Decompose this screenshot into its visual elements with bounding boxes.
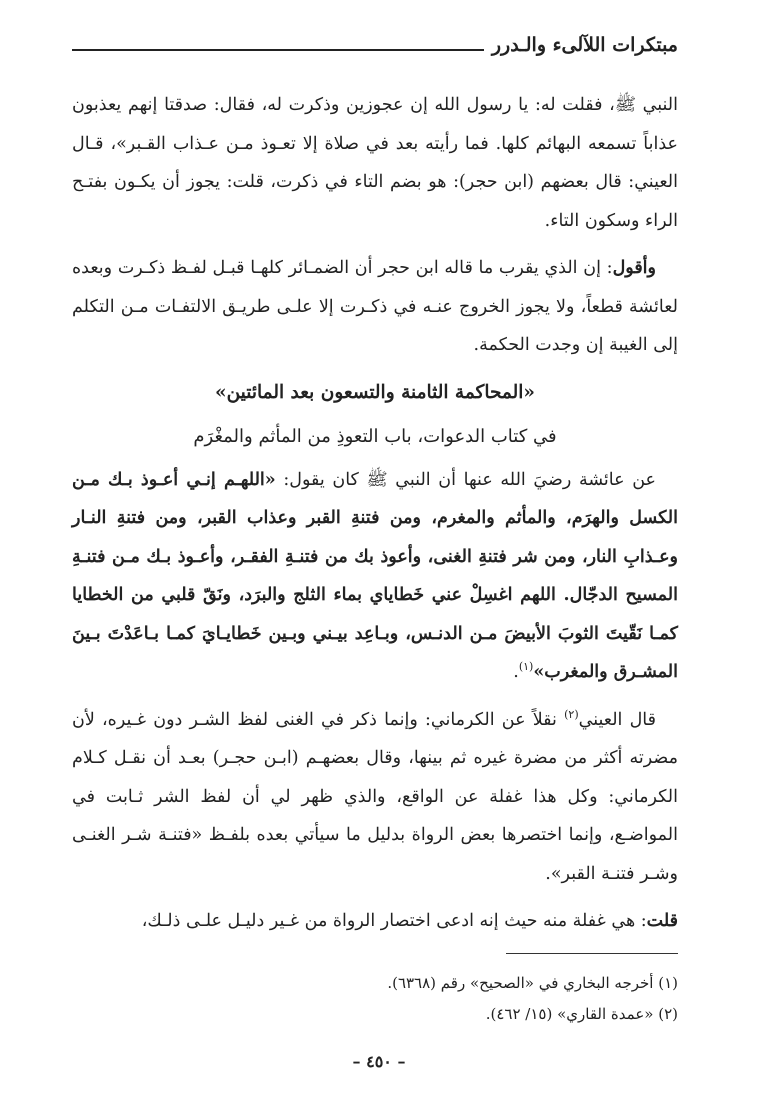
paragraph-4 [72, 902, 678, 941]
paragraph-text: النبي ﷺ، فقلت له: يا رسول الله إن عجوزين وذكرت له، فقال: صدقتا إنهم يعذبون عذاباً تسمعه البهائم كلها. فما رأيته بعد في صلاة إلا تعـوذ مـن عـذاب القـبر»، قـال العيني: قال بعضهم (ابن حجر): هو بضم التاء في ذكرت، قلت: يجوز أن يكـون بفتـح الراء وسكون التاء. [72, 95, 678, 231]
section-title: «المحاكمة الثامنة والتسعون بعد المائتين» [215, 381, 535, 403]
running-header [72, 34, 678, 64]
header-rule [72, 49, 528, 51]
hadith-text: «اللهـم إنـي أعـوذ بـك مـن الكسل والهرَم، والمأثم والمغرم، ومن فتنةِ القبر وعذاب القبر، ومن فتنةِ النـار وعـذابِ النار، ومن شر فتنةِ الغنى، وأعوذ بك من فتنـةِ الفقـر، وأعـوذ بـك مـن فتنـةِ المسيح الدجّال. اللهم اغسِلْ عني خَطاياي بماء الثلج والبرَد، ونَقّ قلبي من الخطايا كمـا نَقّيتَ الثوبَ الأبيضَ مـن الدنـس، وبـاعِد بيـني وبـين خَطايـايَ كمـا بـاعَدْتَ بـينَ المشـرق والمغرب» [72, 469, 678, 682]
footnotes [72, 968, 678, 1030]
footnote-ref-1[interactable]: (١) [518, 660, 534, 674]
section-subtitle: في كتاب الدعوات، باب التعوذِ من المأثم والمغْرَم [193, 426, 557, 447]
paragraph-text: : هي غفلة منه حيث إنه ادعى اختصار الرواة من غـير دليـل علـى ذلـك، [141, 911, 647, 931]
paragraph-lead: قلت [646, 911, 678, 931]
footnote-1: (١) أخرجه البخاري في «الصحيح» رقم (٦٣٦٨). [387, 974, 678, 992]
paragraph-1 [72, 86, 678, 240]
hadith-intro: عن عائشة رضيَ الله عنها أن النبي ﷺ كان يقول: [275, 469, 656, 490]
paragraph-3 [72, 701, 678, 894]
paragraph-2 [72, 249, 678, 365]
page-number: – ٤٥٠ – [352, 1052, 406, 1071]
paragraph-text: نقلاً عن الكرماني: وإنما ذكر في الغنى لفظ الشـر دون غـيره، لأن مضرته أكثر من مضرة غيره ثم بينها، وقال بعضهـم (ابـن حجـر) بعـد أن نقـل كـلام الكرماني: وكل هذا غفلة عن الواقع، والذي ظهر لي أن لفظ الشر ثـابت في المواضـع، وإنما اختصرها بعض الرواة بدليل ما سيأتي بعده بلفـظ «فتنـة شـر الغنـى وشـر فتنـة القبر». [72, 709, 678, 884]
footnote-ref-2[interactable]: (٢) [564, 707, 579, 721]
footnote-2: (٢) «عمدة القاري» (١٥/ ٤٦٢). [485, 1005, 678, 1023]
paragraph-lead: وأقول [612, 258, 656, 278]
paragraph-text: : إن الذي يقرب ما قاله ابن حجر أن الضمـائر كلهـا قبـل لفـظ ذكـرت وبعده لعائشة قطعاً، ولا يجوز الخروج عنـه في ذكـرت إلا علـى طريـق الالتفـات مـن التكلم إلى الغيبة إن وجدت الحكمة. [72, 258, 678, 355]
header-title: مبتكرات اللآلىء والـدرر [484, 34, 678, 56]
footnote-separator [506, 953, 678, 954]
hadith-paragraph: عن عائشة رضيَ الله عنها أن النبي ﷺ كان يقول: «اللهـم إنـي أعـوذ بـك مـن الكسل والهرَم، والمأثم والمغرم، ومن فتنةِ القبر وعذاب القبر، ومن فتنةِ النـار وعـذابِ النار، ومن شر فتنةِ الغنى، وأعوذ بك من فتنـةِ الفقـر، وأعـوذ بـك مـن فتنـةِ المسيح الدجّال. اللهم اغسِلْ عني خَطاياي بماء الثلج والبرَد، ونَقّ قلبي من الخطايا كمـا نَقّيتَ الثوبَ الأبيضَ مـن الدنـس، وبـاعِد بيـني وبـين خَطايـايَ كمـا بـاعَدْتَ بـينَ المشـرق والمغرب»$^{(١)}$. [72, 469, 678, 682]
paragraph-lead: قال العيني [578, 709, 657, 730]
page-body [72, 86, 678, 950]
